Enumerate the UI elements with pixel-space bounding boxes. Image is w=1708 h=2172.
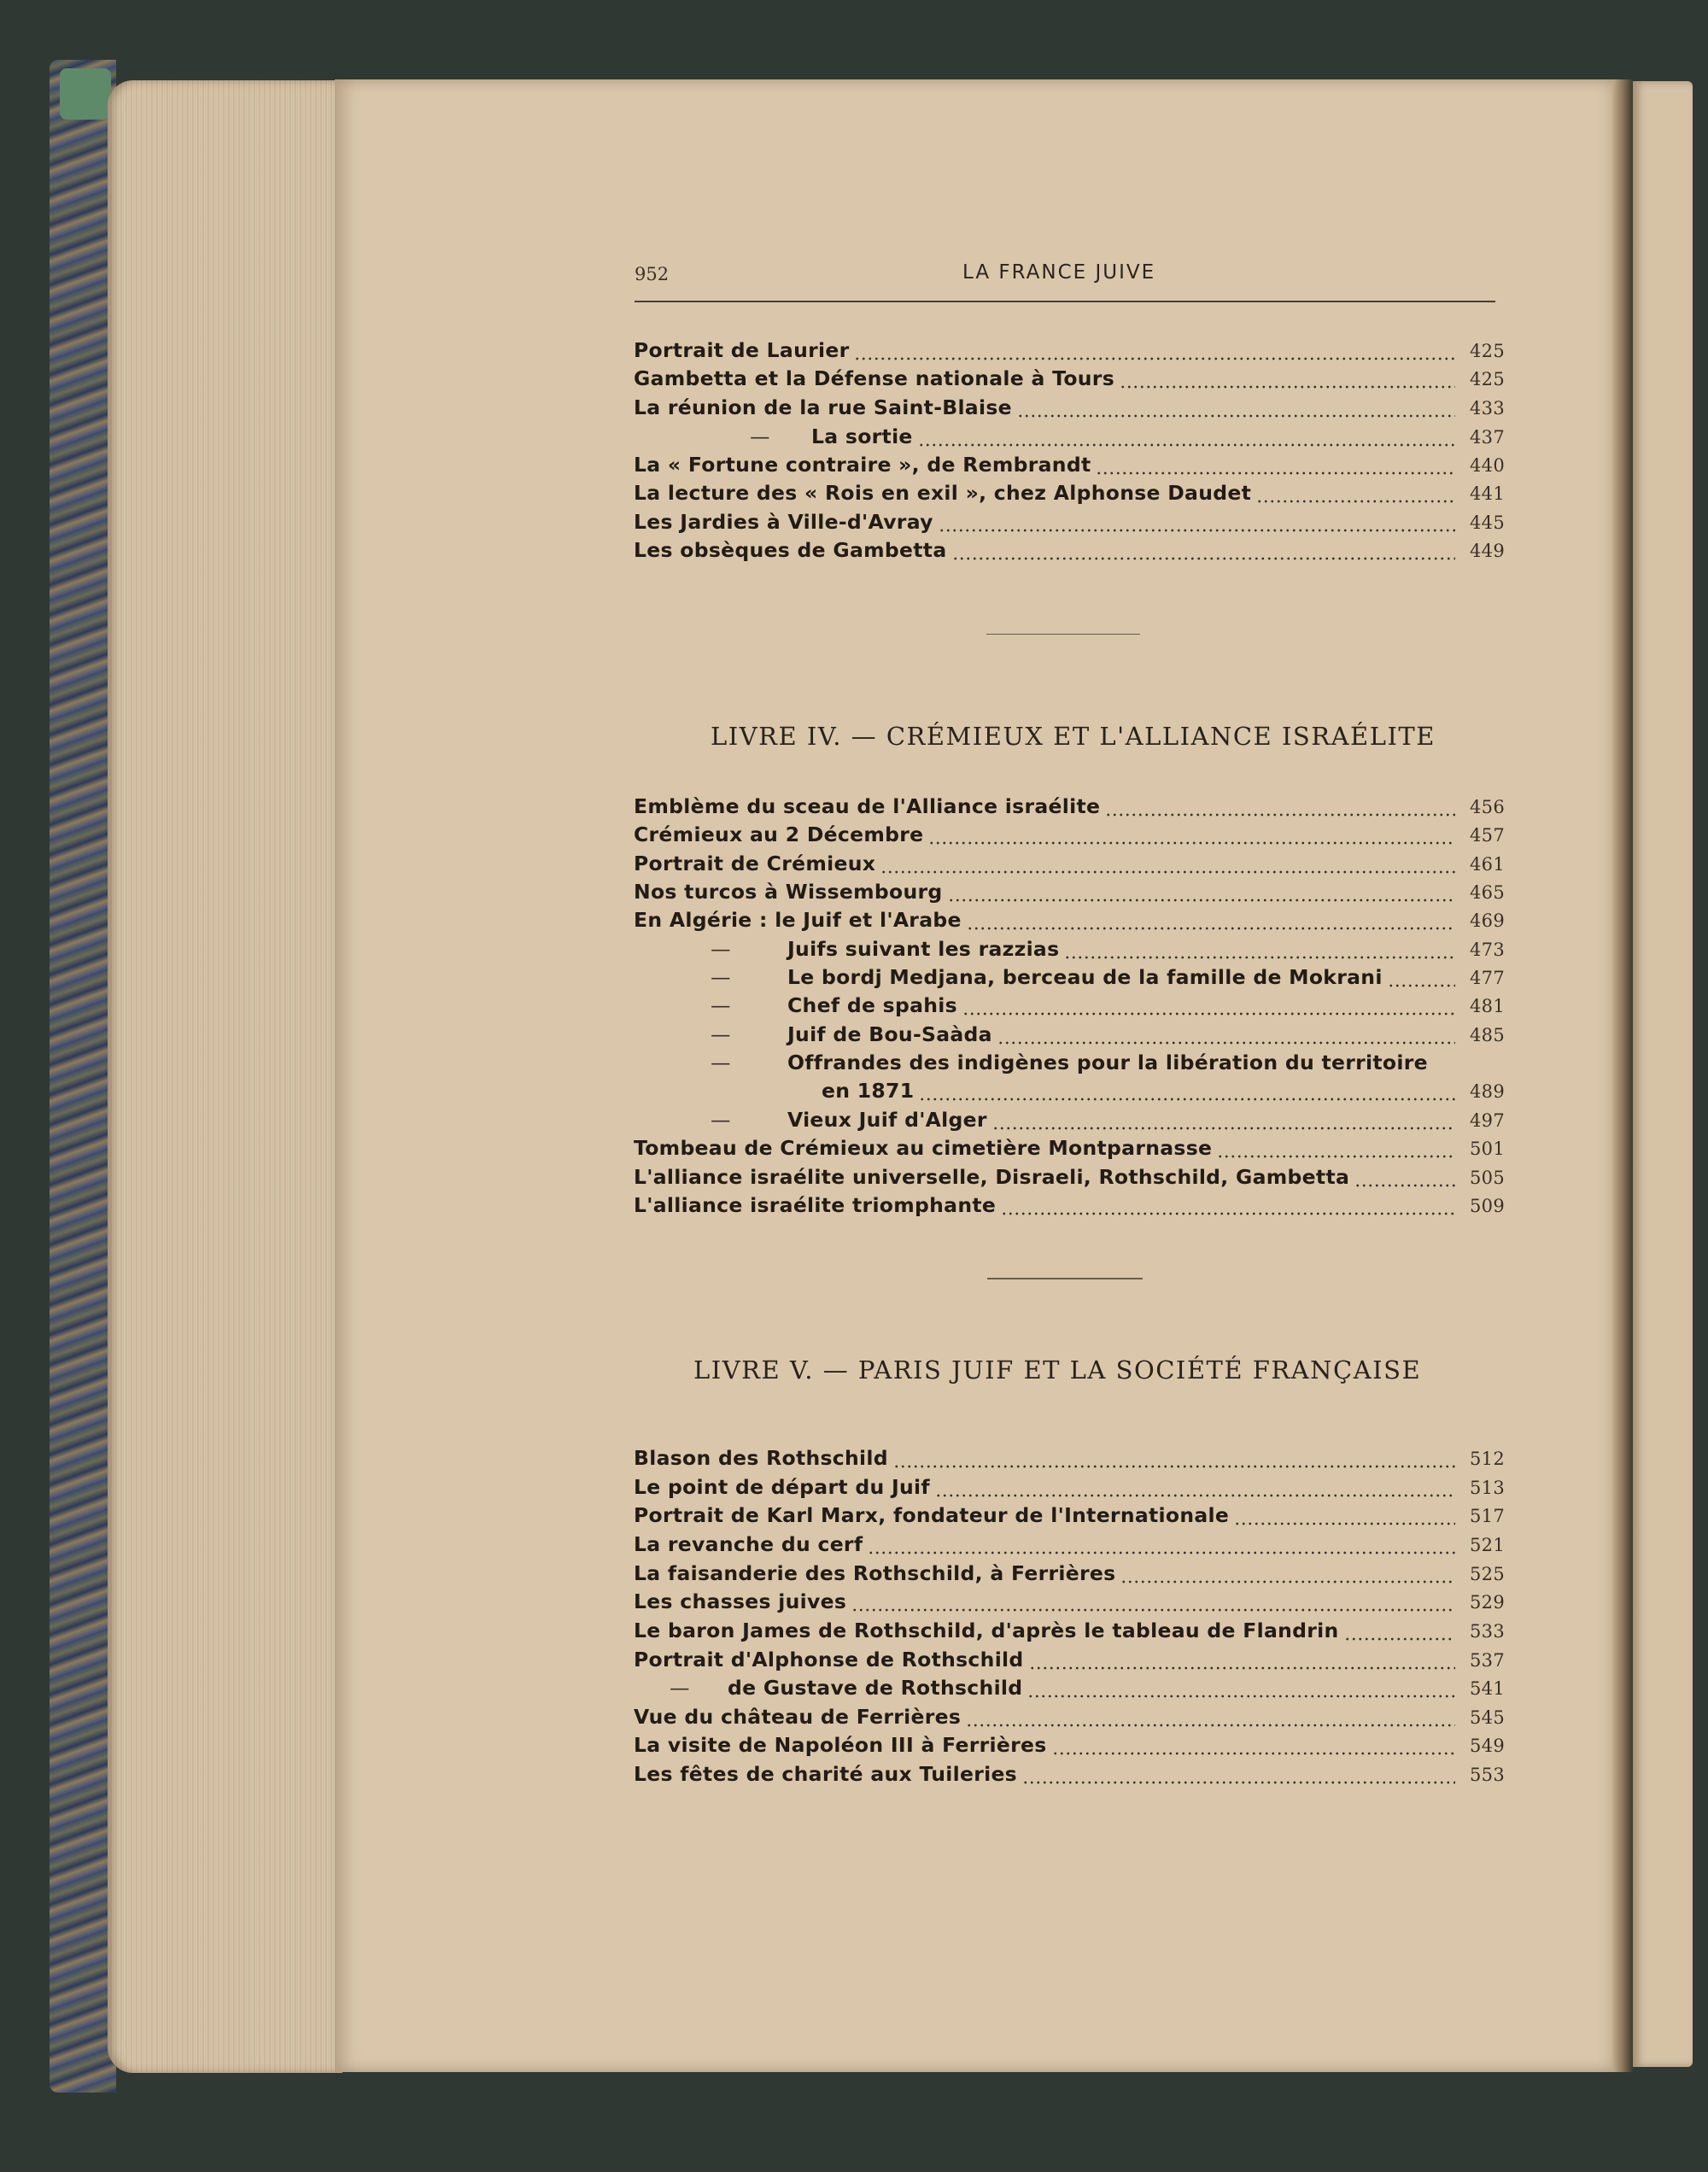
section-heading: LIVRE IV. — CRÉMIEUX ET L'ALLIANCE ISRAÉLITE bbox=[711, 722, 1436, 751]
running-title: LA FRANCE JUIVE bbox=[962, 261, 1156, 284]
toc-entry: Le baron James de Rothschild, d'après le tableau de Flandrin 533 bbox=[634, 1619, 1505, 1642]
gutter bbox=[1612, 79, 1633, 2072]
toc-entry: Portrait de Karl Marx, fondateur de l'Internationale 517 bbox=[634, 1503, 1505, 1527]
section-divider bbox=[987, 1278, 1143, 1279]
toc-entry: La revanche du cerf 521 bbox=[634, 1532, 1505, 1556]
toc-entry: Portrait de Crémieux 461 bbox=[634, 852, 1505, 875]
toc-entry: en 1871 489 bbox=[822, 1079, 1505, 1103]
toc-entry: Les chasses juives 529 bbox=[634, 1589, 1505, 1613]
toc-entry: — Le bordj Medjana, berceau de la famille de Mokrani 477 bbox=[711, 965, 1505, 989]
toc-entry: Nos turcos à Wissembourg 465 bbox=[634, 880, 1505, 904]
toc-entry: — Chef de spahis 481 bbox=[711, 993, 1505, 1017]
book-binding bbox=[50, 60, 116, 2093]
toc-entry: La « Fortune contraire », de Rembrandt 440 bbox=[634, 453, 1505, 477]
toc-entry: — de Gustave de Rothschild 541 bbox=[670, 1676, 1505, 1700]
toc-entry: La faisanderie des Rothschild, à Ferrières 525 bbox=[634, 1561, 1505, 1585]
toc-entry: En Algérie : le Juif et l'Arabe 469 bbox=[634, 908, 1505, 932]
facing-page-edge bbox=[1633, 81, 1693, 2067]
toc-entry: Gambetta et la Défense nationale à Tours 425 bbox=[634, 366, 1505, 390]
toc-entry: Les Jardies à Ville-d'Avray 445 bbox=[634, 510, 1505, 534]
toc-entry: L'alliance israélite universelle, Disraeli, Rothschild, Gambetta 505 bbox=[634, 1165, 1505, 1189]
toc-entry: Les obsèques de Gambetta 449 bbox=[634, 538, 1505, 562]
toc-entry: — Juif de Bou-Saàda 485 bbox=[711, 1022, 1505, 1046]
toc-entry: Blason des Rothschild 512 bbox=[634, 1446, 1505, 1470]
toc-entry: Portrait d'Alphonse de Rothschild 537 bbox=[634, 1648, 1505, 1671]
toc-entry: Crémieux au 2 Décembre 457 bbox=[634, 823, 1505, 846]
toc-entry: — La sortie 437 bbox=[750, 424, 1505, 448]
section-divider bbox=[986, 634, 1140, 635]
page-number: 952 bbox=[635, 264, 670, 284]
header-rule bbox=[635, 301, 1495, 302]
toc-entry: — Juifs suivant les razzias 473 bbox=[711, 937, 1505, 961]
toc-entry: Les fêtes de charité aux Tuileries 553 bbox=[634, 1762, 1505, 1786]
toc-entry: Portrait de Laurier 425 bbox=[634, 338, 1505, 362]
toc-entry: Emblème du sceau de l'Alliance israélite 456 bbox=[634, 794, 1505, 818]
toc-entry: La lecture des « Rois en exil », chez Alphonse Daudet 441 bbox=[634, 481, 1505, 505]
toc-entry: — Vieux Juif d'Alger 497 bbox=[711, 1108, 1505, 1132]
section-heading: LIVRE V. — PARIS JUIF ET LA SOCIÉTÉ FRANÇAISE bbox=[693, 1355, 1422, 1385]
toc-entry: Le point de départ du Juif 513 bbox=[634, 1475, 1505, 1499]
toc-entry: La réunion de la rue Saint-Blaise 433 bbox=[634, 395, 1505, 419]
toc-entry: — Offrandes des indigènes pour la libération du territoire bbox=[711, 1051, 1428, 1074]
toc-entry: L'alliance israélite triomphante 509 bbox=[634, 1193, 1505, 1217]
toc-entry: Vue du château de Ferrières 545 bbox=[634, 1705, 1505, 1729]
toc-entry: Tombeau de Crémieux au cimetière Montparnasse 501 bbox=[634, 1136, 1505, 1160]
binding-corner bbox=[60, 68, 111, 120]
page-stack bbox=[108, 80, 342, 2073]
toc-entry: La visite de Napoléon III à Ferrières 549 bbox=[634, 1733, 1505, 1757]
